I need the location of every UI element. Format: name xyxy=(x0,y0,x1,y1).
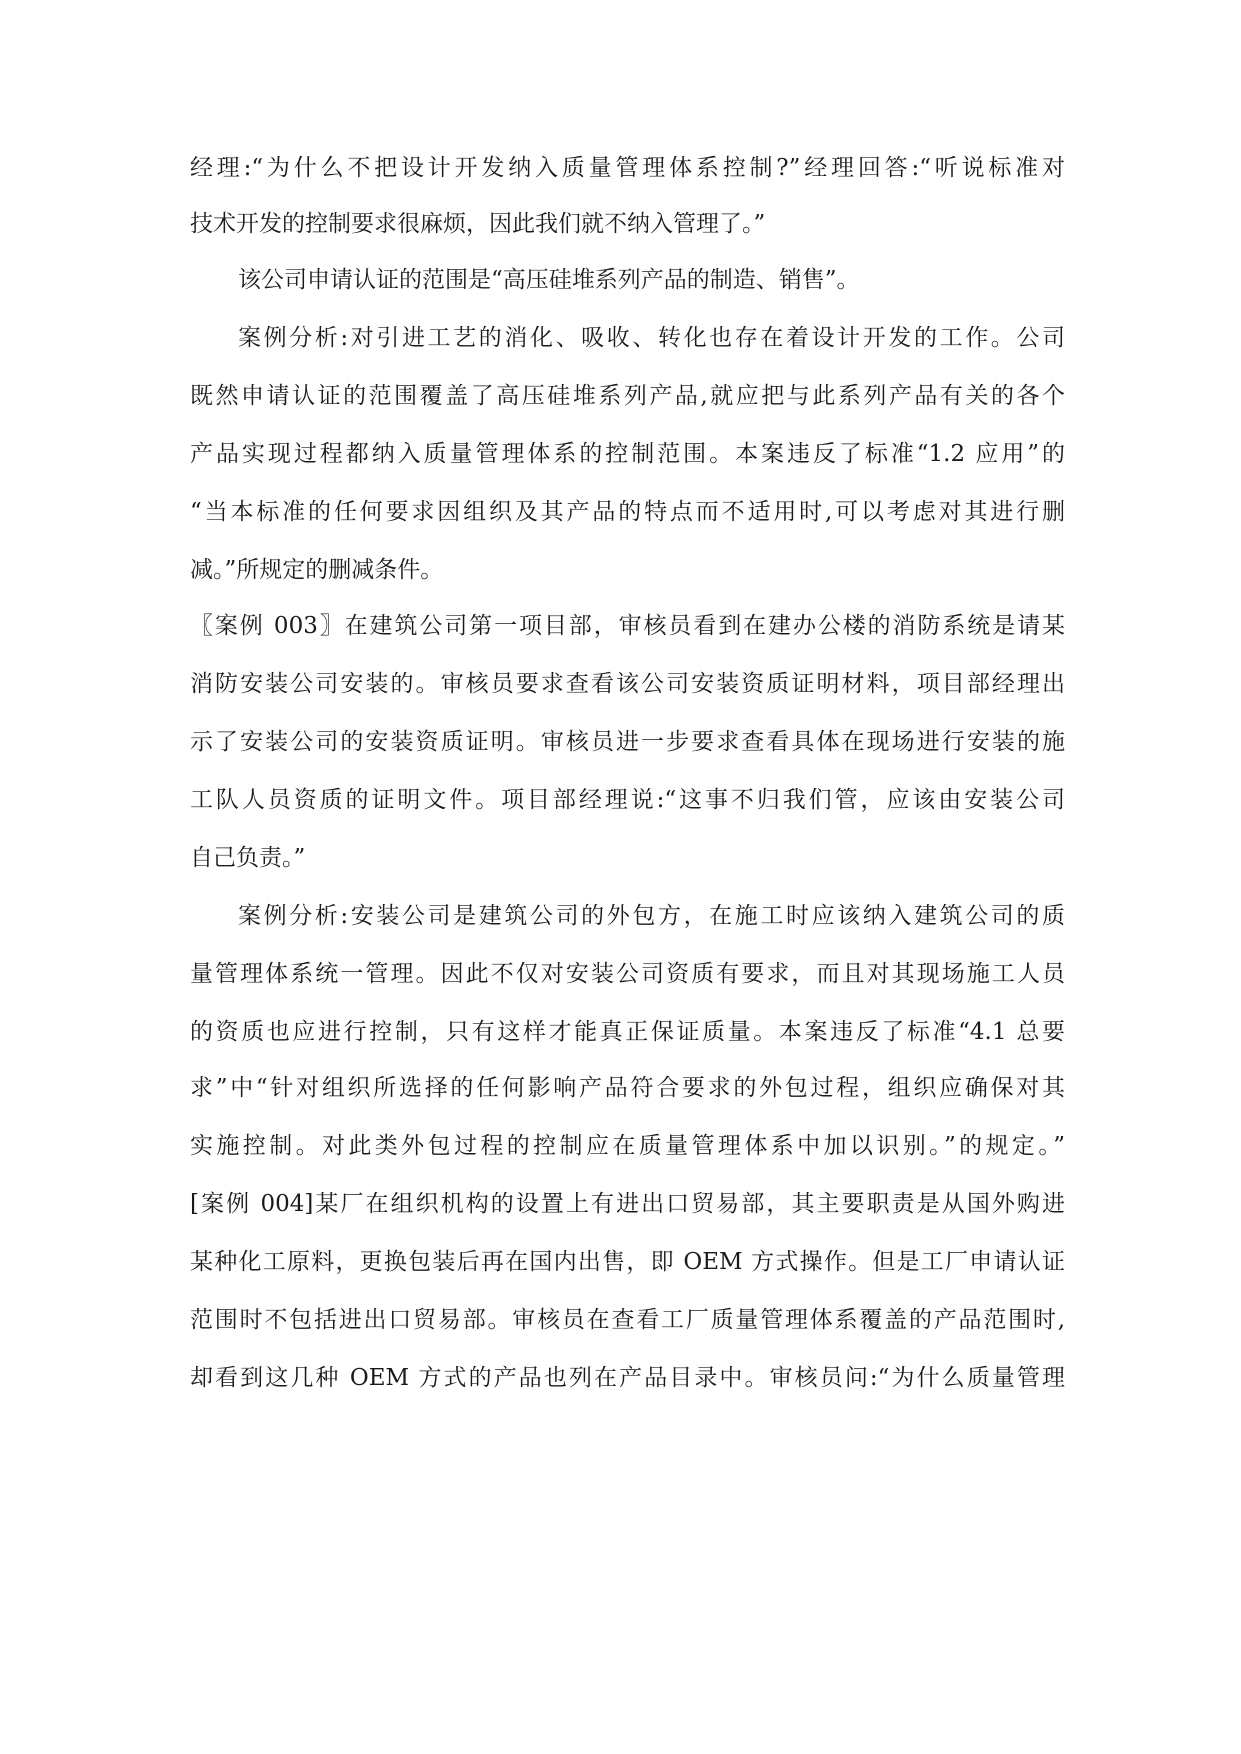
text-line: 范围时不包括进出口贸易部。审核员在查看工厂质量管理体系覆盖的产品范围时, xyxy=(190,1307,1065,1333)
text-line: 的资质也应进行控制，只有这样才能真正保证质量。本案违反了标准“4.1 总要 xyxy=(190,1019,1065,1045)
text-line: 技术开发的控制要求很麻烦，因此我们就不纳入管理了。” xyxy=(190,211,766,237)
text-line: 经理:“为什么不把设计开发纳入质量管理体系控制?”经理回答:“听说标准对 xyxy=(190,155,1065,181)
text-line: 某种化工原料，更换包装后再在国内出售，即 OEM 方式操作。但是工厂申请认证 xyxy=(190,1249,1065,1275)
text-line: 自己负责。” xyxy=(190,845,306,871)
text-line: 实施控制。对此类外包过程的控制应在质量管理体系中加以识别。”的规定。” xyxy=(190,1133,1065,1159)
text-line: [案例 004]某厂在组织机构的设置上有进出口贸易部，其主要职责是从国外购进 xyxy=(190,1191,1065,1217)
text-line: 既然申请认证的范围覆盖了高压硅堆系列产品,就应把与此系列产品有关的各个 xyxy=(190,383,1065,409)
text-line: 减。”所规定的删减条件。 xyxy=(190,557,444,583)
text-line: 求”中“针对组织所选择的任何影响产品符合要求的外包过程，组织应确保对其 xyxy=(190,1075,1065,1101)
text-line: 案例分析:对引进工艺的消化、吸收、转化也存在着设计开发的工作。公司 xyxy=(238,325,1065,351)
text-line: 量管理体系统一管理。因此不仅对安装公司资质有要求，而且对其现场施工人员 xyxy=(190,961,1065,987)
text-line: 产品实现过程都纳入质量管理体系的控制范围。本案违反了标准“1.2 应用”的 xyxy=(190,441,1065,467)
text-line: 案例分析:安装公司是建筑公司的外包方，在施工时应该纳入建筑公司的质 xyxy=(238,903,1065,929)
text-line: 工队人员资质的证明文件。项目部经理说:“这事不归我们管，应该由安装公司 xyxy=(190,787,1065,813)
text-line: 该公司申请认证的范围是“高压硅堆系列产品的制造、销售”。 xyxy=(238,267,860,293)
text-line: 却看到这几种 OEM 方式的产品也列在产品目录中。审核员问:“为什么质量管理 xyxy=(190,1365,1065,1391)
text-line: 示了安装公司的安装资质证明。审核员进一步要求查看具体在现场进行安装的施 xyxy=(190,729,1065,755)
text-line: 〖案例 003〗在建筑公司第一项目部，审核员看到在建办公楼的消防系统是请某 xyxy=(190,613,1065,639)
text-line: 消防安装公司安装的。审核员要求查看该公司安装资质证明材料，项目部经理出 xyxy=(190,671,1065,697)
text-line: “当本标准的任何要求因组织及其产品的特点而不适用时,可以考虑对其进行删 xyxy=(190,499,1065,525)
